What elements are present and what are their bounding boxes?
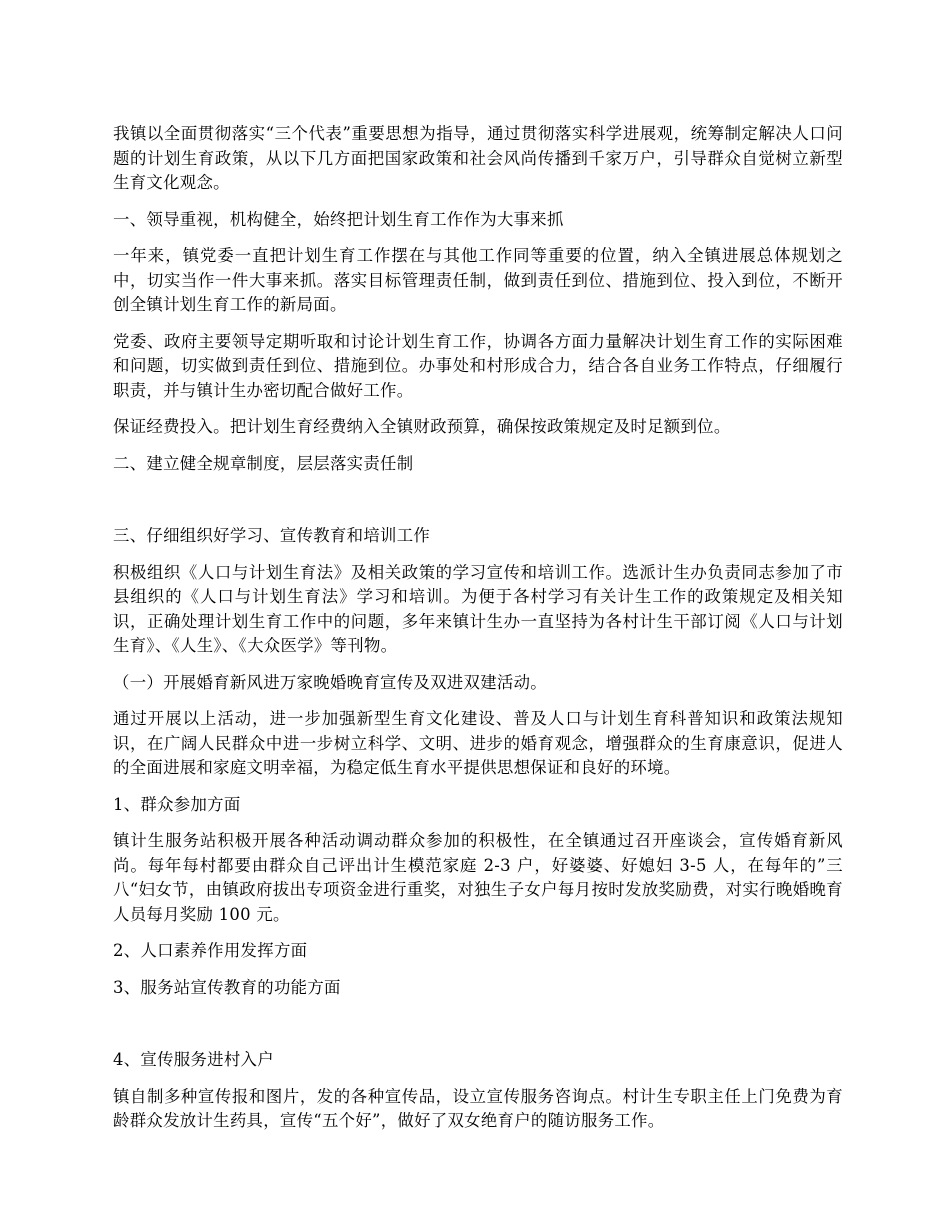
intro-paragraph: 我镇以全面贯彻落实“三个代表”重要思想为指导，通过贯彻落实科学进展观，统筹制定解决人口问题的计划生育政策，从以下几方面把国家政策和社会风尚传播到千家万户，引导群众自觉树立新型生育文化观念。: [113, 124, 843, 192]
body-paragraph: 一年来，镇党委一直把计划生育工作摆在与其他工作同等重要的位置，纳入全镇进展总体规划之中，切实当作一件大事来抓。落实目标管理责任制，做到责任到位、措施到位、投入到位，不断开创全镇计划生育工作的新局面。: [113, 246, 843, 314]
section-heading-3: 三、仔细组织好学习、宣传教育和培训工作: [113, 526, 431, 545]
item-heading-4: 4、宣传服务进村入户: [113, 1050, 274, 1069]
body-paragraph: 党委、政府主要领导定期听取和讨论计划生育工作，协调各方面力量解决计划生育工作的实际困难和问题，切实做到责任到位、措施到位。办事处和村形成合力，结合各自业务工作特点，仔细履行职责，并与镇计生办密切配合做好工作。: [113, 331, 843, 400]
subsection-heading: （一）开展婚育新风进万家晚婚晚育宣传及双进双建活动。: [113, 672, 547, 692]
body-paragraph: 镇计生服务站积极开展各种活动调动群众参加的积极性，在全镇通过召开座谈会，宣传婚育新风尚。每年每村都要由群众自己评出计生模范家庭 2-3 户，好婆婆、好媳妇 3-5 人，在每年的”三八“妇女节，由镇政府拔出专项资金进行重奖，对独生子女户每月按时发放奖励费，对实行晚婚晚育人员每月奖励 100 元。: [113, 831, 843, 924]
body-paragraph: 保证经费投入。把计划生育经费纳入全镇财政预算，确保按政策规定及时足额到位。: [113, 417, 731, 436]
item-heading-3: 3、服务站宣传教育的功能方面: [113, 977, 341, 997]
body-paragraph: 镇自制多种宣传报和图片，发的各种宣传品，设立宣传服务咨询点。村计生专职主任上门免费为育龄群众发放计生药具，宣传“五个好”，做好了双女绝育户的随访服务工作。: [113, 1086, 843, 1130]
item-heading-2: 2、人口素养作用发挥方面: [113, 941, 308, 960]
section-heading-2: 二、建立健全规章制度，层层落实责任制: [113, 453, 414, 473]
body-paragraph: 积极组织《人口与计划生育法》及相关政策的学习宣传和培训工作。选派计生办负责同志参加了市县组织的《人口与计划生育法》学习和培训。为便于各村学习有关计生工作的政策规定及相关知识，正确处理计划生育工作中的问题，多年来镇计生办一直坚持为各村计生干部订阅《人口与计划生育》、《人生》、《大众医学》等刊物。: [113, 562, 843, 655]
section-heading-1: 一、领导重视，机构健全，始终把计划生育工作作为大事来抓: [113, 209, 564, 229]
document-body: [113, 122, 843, 1146]
item-heading-1: 1、群众参加方面: [113, 794, 241, 814]
body-paragraph: 通过开展以上活动，进一步加强新型生育文化建设、普及人口与计划生育科普知识和政策法规知识，在广阔人民群众中进一步树立科学、文明、进步的婚育观念，增强群众的生育康意识，促进人的全面进展和家庭文明幸福，为稳定低生育水平提供思想保证和良好的环境。: [113, 709, 843, 777]
